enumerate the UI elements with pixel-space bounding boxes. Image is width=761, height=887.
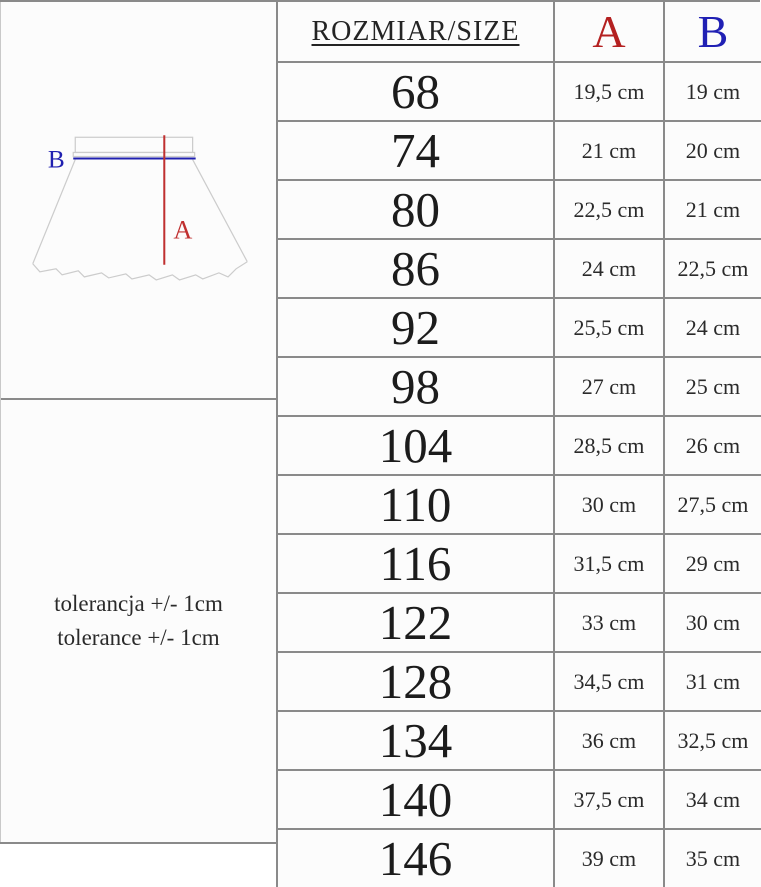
- size-row-134: [277, 711, 761, 770]
- b-value-cell: 24 cm: [664, 298, 761, 357]
- a-value-cell: 19,5 cm: [554, 62, 664, 121]
- size-row-98: [277, 357, 761, 416]
- size-row-86: [277, 239, 761, 298]
- skirt-diagram: [1, 2, 276, 400]
- skirt-hem-outline: [32, 262, 246, 280]
- size-cell: 86: [277, 239, 554, 298]
- b-value-cell: 34 cm: [664, 770, 761, 829]
- a-value-cell: 28,5 cm: [554, 416, 664, 475]
- size-cell: 140: [277, 770, 554, 829]
- b-value-cell: 31 cm: [664, 652, 761, 711]
- size-row-110: [277, 475, 761, 534]
- size-row-104: [277, 416, 761, 475]
- tolerance-note: [1, 400, 276, 842]
- size-cell: 80: [277, 180, 554, 239]
- a-value-cell: 36 cm: [554, 711, 664, 770]
- a-value-cell: 33 cm: [554, 593, 664, 652]
- b-value-cell: 25 cm: [664, 357, 761, 416]
- b-value-cell: 32,5 cm: [664, 711, 761, 770]
- size-row-80: [277, 180, 761, 239]
- a-value-cell: 30 cm: [554, 475, 664, 534]
- b-value-cell: 29 cm: [664, 534, 761, 593]
- left-panel: [0, 2, 276, 842]
- b-value-cell: 27,5 cm: [664, 475, 761, 534]
- a-value-cell: 25,5 cm: [554, 298, 664, 357]
- size-cell: 74: [277, 121, 554, 180]
- size-cell: 122: [277, 593, 554, 652]
- size-row-128: [277, 652, 761, 711]
- size-row-68: [277, 62, 761, 121]
- skirt-right-edge: [192, 160, 247, 262]
- skirt-waistband-outline: [75, 137, 192, 152]
- b-value-cell: 35 cm: [664, 829, 761, 887]
- b-value-cell: 21 cm: [664, 180, 761, 239]
- a-value-cell: 37,5 cm: [554, 770, 664, 829]
- size-cell: 134: [277, 711, 554, 770]
- size-cell: 68: [277, 62, 554, 121]
- size-row-122: [277, 593, 761, 652]
- skirt-waistband-trim-outline: [73, 152, 194, 156]
- size-cell: 92: [277, 298, 554, 357]
- size-row-146: [277, 829, 761, 887]
- measurement-label-a: A: [172, 215, 192, 245]
- b-value-cell: 19 cm: [664, 62, 761, 121]
- a-value-cell: 31,5 cm: [554, 534, 664, 593]
- skirt-measurement-illustration: [16, 114, 262, 286]
- a-value-cell: 27 cm: [554, 357, 664, 416]
- tolerance-line-en: tolerance +/- 1cm: [57, 625, 220, 650]
- a-value-cell: 34,5 cm: [554, 652, 664, 711]
- tolerance-line-pl: tolerancja +/- 1cm: [54, 590, 223, 616]
- a-value-cell: 21 cm: [554, 121, 664, 180]
- a-value-cell: 39 cm: [554, 829, 664, 887]
- size-table: [276, 2, 761, 887]
- a-value-cell: 24 cm: [554, 239, 664, 298]
- measurement-label-b: B: [47, 145, 65, 174]
- skirt-left-edge: [32, 160, 74, 264]
- size-row-116: [277, 534, 761, 593]
- column-header-a: A: [554, 2, 664, 62]
- table-header-row: [277, 2, 761, 62]
- size-cell: 128: [277, 652, 554, 711]
- column-header-size: [277, 2, 554, 62]
- size-cell: 110: [277, 475, 554, 534]
- b-value-cell: 22,5 cm: [664, 239, 761, 298]
- a-value-cell: 22,5 cm: [554, 180, 664, 239]
- b-value-cell: 20 cm: [664, 121, 761, 180]
- b-value-cell: 30 cm: [664, 593, 761, 652]
- size-cell: 98: [277, 357, 554, 416]
- size-cell: 146: [277, 829, 554, 887]
- column-header-b: B: [664, 2, 761, 62]
- size-cell: 116: [277, 534, 554, 593]
- size-row-140: [277, 770, 761, 829]
- size-row-74: [277, 121, 761, 180]
- size-row-92: [277, 298, 761, 357]
- size-cell: 104: [277, 416, 554, 475]
- table-body: [277, 62, 761, 887]
- b-value-cell: 26 cm: [664, 416, 761, 475]
- size-title: ROZMIAR/SIZE: [311, 15, 520, 47]
